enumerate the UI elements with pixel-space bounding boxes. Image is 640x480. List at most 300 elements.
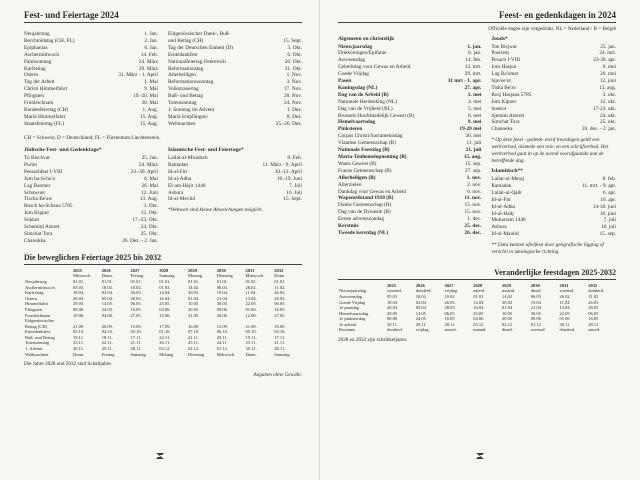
- islamic-heading-nl: Islamitisch**: [491, 168, 524, 175]
- list-item: [24, 93, 158, 100]
- holiday-date: 15. sep.: [599, 231, 616, 238]
- holiday-date: 11. nov.: [464, 195, 482, 202]
- table-cell: 01.01.: [216, 278, 228, 284]
- list-item: [338, 119, 481, 126]
- table-cell: 21.11.: [188, 334, 200, 340]
- list-item: [24, 52, 158, 59]
- list-item: [491, 224, 616, 231]
- table-cell: Buß- und Bettag: [25, 334, 55, 340]
- list-item: [491, 176, 616, 183]
- holiday-name: Franse Gemeenschap (B): [338, 167, 392, 174]
- table-cell: Samstag: [274, 351, 290, 357]
- table-cell: 11.04.: [245, 290, 257, 296]
- holiday-name: Staatsfeiertag (FL): [24, 120, 64, 127]
- table-cell: 06.05: [444, 310, 455, 316]
- table-cell: 30.11.: [73, 346, 85, 352]
- table-cell: dinsd.: [502, 327, 513, 333]
- list-item: [168, 155, 302, 162]
- list-item: [24, 121, 158, 128]
- holiday-date: 8. Feb.: [287, 154, 302, 161]
- islamic-list: [168, 155, 302, 203]
- holiday-name: Simchat Tora: [491, 119, 520, 126]
- table-cell: Dienstag: [188, 351, 204, 357]
- list-item: [491, 106, 616, 113]
- table-cell: 23.11.: [73, 340, 85, 346]
- holiday-name: Nationalfeiertag Österreich: [168, 58, 226, 65]
- table-cell: 20.05.: [188, 306, 200, 312]
- list-item: [338, 175, 481, 182]
- holiday-date: 19-20 mei: [459, 126, 482, 133]
- table-cell: 20.11.: [216, 334, 228, 340]
- table-cell: 21.04: [530, 305, 541, 311]
- table-cell: 01.01.: [130, 278, 142, 284]
- list-item: [24, 231, 158, 238]
- table-cell: 2028: [473, 282, 483, 288]
- list-item: [491, 119, 616, 126]
- list-item: [24, 72, 158, 79]
- holiday-date: 26. Dez. - 2. Jan.: [122, 237, 158, 244]
- holiday-name: Sjemini Atseret: [491, 112, 525, 119]
- table-cell: Neujahrstag: [25, 278, 47, 284]
- holiday-date: 17-23. okt.: [592, 105, 616, 112]
- list-item: [338, 195, 481, 202]
- list-item: [338, 209, 481, 216]
- islamic-list-nl: [491, 176, 616, 238]
- table-cell: 2025: [73, 267, 82, 273]
- holiday-name: Volkstrauertag: [168, 86, 199, 93]
- holiday-date: 13. Aug.: [139, 196, 158, 203]
- holiday-name: Tag der Deutschen Einheit (D): [168, 44, 233, 51]
- table-cell: 20.05: [502, 316, 513, 322]
- holiday-date: 12. Okt.: [140, 210, 158, 217]
- holiday-date: 6. jan.: [468, 50, 482, 57]
- table-cell: 2032: [274, 267, 284, 273]
- table-cell: Mittwoch: [216, 351, 235, 357]
- table-cell: Totensonntag: [25, 340, 50, 346]
- list-item: [24, 169, 158, 176]
- list-item: [338, 140, 481, 147]
- holiday-name: Duitse Gemeenschap (B): [338, 202, 392, 209]
- list-item: [338, 71, 481, 78]
- list-item: [491, 231, 616, 238]
- list-item: [491, 99, 616, 106]
- table-cell: 2031: [559, 282, 569, 288]
- holiday-name: Chanoeka: [491, 126, 513, 133]
- table-cell: 03.04.: [101, 290, 113, 296]
- list-item: [168, 59, 302, 66]
- table-cell: 15.06.: [159, 312, 171, 318]
- holiday-name: El-am-Hejir 1446: [168, 182, 206, 189]
- table-row: [24, 352, 302, 358]
- table-cell: Nieuwjaarsdag: [339, 288, 366, 294]
- holiday-date: 3. Nov.: [286, 79, 302, 86]
- holiday-date: 16.-19. Juni: [276, 175, 302, 182]
- table-cell: 27.05.: [274, 312, 286, 318]
- table-cell: Mittwoch: [73, 273, 91, 279]
- holiday-date: 1. Dez.: [286, 106, 302, 113]
- list-item: [24, 217, 158, 224]
- table-cell: 21.11.: [274, 340, 286, 346]
- holiday-date: 16. juli: [600, 224, 616, 231]
- table-cell: 06.05: [588, 310, 599, 316]
- holiday-date: 26. Mai: [141, 182, 158, 189]
- table-cell: 22.05.: [245, 301, 257, 307]
- holiday-date: 26. mei: [600, 71, 616, 78]
- table-cell: 16.09.: [188, 323, 200, 329]
- table-cell: 2027: [444, 282, 454, 288]
- table-cell: 23.11.: [245, 340, 257, 346]
- holiday-name: Tag der Arbeit: [24, 79, 55, 86]
- table-cell: 15.09.: [216, 323, 228, 329]
- list-item: [491, 50, 616, 57]
- table-cell: 26.03.: [130, 290, 142, 296]
- holiday-name: Koningsdag (NL): [338, 84, 378, 91]
- list-item: [338, 44, 481, 51]
- holiday-date: 25. Okt.: [140, 230, 158, 237]
- country-footnote: CH = Schweiz; D = Deutschland; FL = Fürstentum Liechtenstein.: [24, 134, 161, 141]
- list-item: [338, 57, 481, 64]
- list-item: [168, 114, 302, 121]
- holiday-date: [300, 31, 302, 38]
- holiday-name: Kerstmis: [338, 223, 359, 230]
- holiday-name: Dankdag voor Gewas en Arbeid: [338, 188, 406, 195]
- holiday-name: Ramadan: [168, 161, 189, 168]
- holiday-name: Tu Bischvat: [24, 154, 50, 161]
- holiday-date: 1. dec.: [467, 216, 482, 223]
- table-cell: 03.12.: [159, 346, 171, 352]
- table-cell: Himmelfahrt: [25, 301, 49, 307]
- holiday-date: 24. März: [138, 161, 158, 168]
- table-cell: 30.03.: [188, 290, 200, 296]
- holiday-name: Karfreitag: [24, 65, 46, 72]
- table-cell: 01.01.: [73, 278, 85, 284]
- table-cell: Samstag: [130, 351, 146, 357]
- holiday-name: Christi Himmelfahrt: [24, 86, 68, 93]
- table-cell: 26.03.: [274, 290, 286, 296]
- list-item: [491, 217, 616, 224]
- table-cell: 08.06.: [73, 306, 85, 312]
- holiday-date: 25. okt.: [599, 119, 616, 126]
- list-item: [24, 79, 158, 86]
- table-cell: 26.03: [588, 299, 599, 305]
- table-cell: 24.11.: [216, 340, 228, 346]
- holiday-date: 3. Okt.: [143, 203, 158, 210]
- table-cell: 1e pinksterdag: [339, 316, 366, 322]
- holiday-name: Waals Gewest (B): [338, 160, 377, 167]
- table-cell: 19.09.: [130, 323, 142, 329]
- list-item: [24, 59, 158, 66]
- holiday-date: 8. feb.: [602, 175, 616, 182]
- list-item: [24, 196, 158, 203]
- table-cell: 28.11.: [274, 346, 286, 352]
- holiday-name: Hemelvaartsdag: [338, 119, 376, 126]
- holiday-list-left-2: [168, 31, 302, 128]
- holiday-date: 6. mei: [602, 64, 616, 71]
- christian-list: [338, 44, 481, 237]
- table-cell: 01.01.: [159, 278, 171, 284]
- holiday-date: 14. feb.: [465, 57, 482, 64]
- holiday-name: Pasen: [338, 78, 352, 85]
- list-item: [491, 92, 616, 99]
- table-cell: 28.03.: [274, 295, 286, 301]
- holiday-list-left-1: [24, 31, 158, 128]
- holiday-name: Eerste adventszondag: [338, 216, 385, 223]
- table-cell: 09.06: [530, 316, 541, 322]
- holiday-name: Sukkot: [24, 217, 40, 224]
- holiday-date: 1. jan.: [467, 43, 482, 50]
- holiday-date: 31 mrt - 1. apr.: [447, 78, 482, 85]
- table-cell: 03.04: [415, 299, 426, 305]
- table-cell: 22.05: [559, 310, 570, 316]
- list-item: [24, 183, 158, 190]
- holiday-date: 15. aug.: [463, 154, 482, 160]
- table-cell: Donn.: [274, 273, 286, 279]
- holiday-name: Toe Bisjwat: [491, 43, 517, 50]
- holiday-name: Simchat Tora: [24, 230, 53, 237]
- holiday-name: Mariä Empfängnis: [168, 113, 208, 120]
- holiday-name: Tweede kerstdag (NL): [338, 229, 389, 236]
- table-cell: Donn.: [73, 351, 85, 357]
- table-cell: Pfingsten: [25, 306, 43, 312]
- table-cell: 21.04.: [216, 295, 228, 301]
- table-cell: 02.12: [502, 321, 513, 327]
- table-cell: 26.02: [559, 293, 570, 299]
- list-item: [24, 45, 158, 52]
- holiday-name: Bundesfeiertag (CH): [24, 106, 69, 113]
- table-cell: 2030: [216, 267, 226, 273]
- table-cell: Donn.: [245, 351, 257, 357]
- holiday-name: Erntedankfest: [168, 51, 198, 58]
- table-cell: 26.02.: [245, 284, 257, 290]
- holiday-date: 6. nov.: [467, 188, 482, 195]
- table-cell: 19.11.: [245, 334, 257, 340]
- table-cell: 16.04: [473, 305, 484, 311]
- holiday-date: 27. apr.: [464, 84, 482, 91]
- table-cell: Eidgenössischer: [25, 318, 55, 324]
- table-cell: Hemelvaartsdag: [339, 310, 369, 316]
- table-cell: 18.11.: [101, 334, 113, 340]
- holiday-name: Jom Kipoer: [491, 98, 517, 105]
- list-item: [24, 190, 158, 197]
- table-cell: vrijdag: [444, 288, 458, 294]
- holiday-name: Fronleichnam: [24, 100, 54, 107]
- table-cell: Kerstmis: [339, 327, 356, 333]
- holiday-name: Corpus Christi/Sacramentsdag: [338, 133, 403, 140]
- holiday-name: Id-ul-Fitr: [491, 196, 512, 203]
- list-item: [338, 78, 481, 85]
- table-cell: 18.04: [387, 299, 398, 305]
- table-cell: 14.05: [415, 310, 426, 316]
- table-cell: 07.10.: [188, 329, 200, 335]
- table-cell: 19.04.: [216, 290, 228, 296]
- list-item: [24, 107, 158, 114]
- holiday-date: 16. juni: [599, 210, 616, 217]
- holiday-date: 14. Feb.: [140, 51, 158, 58]
- holiday-name: Vlaamse Gemeenschap (B): [338, 140, 396, 147]
- publisher-s-logo-icon: [153, 450, 167, 462]
- table-cell: 30.05: [530, 310, 541, 316]
- holiday-name: Gebedsdag voor Gewas en Arbeid: [338, 64, 411, 71]
- table-cell: 06.05.: [274, 301, 286, 307]
- islamic-note-nl: ** Data kunnen afwijken door geografische ligging of verschil in idealogische richting.: [491, 242, 604, 255]
- list-item: [338, 85, 481, 92]
- table-cell: Karfreitag: [25, 290, 44, 296]
- holiday-name: Id-ul-Adha: [491, 203, 515, 210]
- holiday-name: Nationale Herdenking (NL): [338, 98, 397, 105]
- holiday-date: 25. dec.: [464, 223, 482, 230]
- holiday-name: Driekoningen/Epifanie: [338, 50, 387, 57]
- table-cell: 29.05.: [73, 301, 85, 307]
- list-item: [338, 189, 481, 196]
- table-cell: 19.04: [530, 299, 541, 305]
- table-cell: 14.04.: [159, 290, 171, 296]
- list-item: [338, 202, 481, 209]
- holiday-name: Pessachfest I-VIII: [24, 168, 63, 175]
- list-item: [168, 66, 302, 73]
- table-cell: 24.05: [415, 316, 426, 322]
- list-item: [338, 113, 481, 120]
- table-cell: Samstag: [159, 273, 175, 279]
- holiday-date: 25. jan.: [600, 43, 616, 50]
- table-cell: 2028: [159, 267, 169, 273]
- table-cell: 30.11: [559, 321, 570, 327]
- holiday-name: Id-ul-Hadj: [491, 210, 514, 217]
- list-item: [24, 38, 158, 45]
- list-item: [338, 92, 481, 99]
- table-cell: Dienstag: [216, 273, 233, 279]
- table-cell: 20.04.: [73, 295, 85, 301]
- list-item: [491, 85, 616, 92]
- holiday-name: Dag van de Dynastie (B): [338, 209, 391, 216]
- table-cell: zaterd.: [444, 327, 457, 333]
- table-cell: 2029: [188, 267, 197, 273]
- holiday-name: Pinksteren: [338, 126, 363, 133]
- table-cell: donderd.: [415, 288, 432, 294]
- holiday-name: Id-al-Mevlid: [168, 196, 196, 203]
- table-cell: zaterd.: [588, 327, 601, 333]
- table-cell: Ostern: [25, 295, 37, 301]
- list-item: [491, 183, 616, 190]
- list-item: [24, 114, 158, 121]
- holiday-date: 15. nov.: [464, 202, 482, 209]
- table-cell: 05.03: [387, 293, 398, 299]
- holiday-name: Aswoensdag: [338, 57, 366, 64]
- holiday-name: Aschermittwoch: [24, 51, 60, 58]
- list-item: [168, 196, 302, 203]
- holiday-date: 2. nov.: [467, 181, 482, 188]
- table-cell: 04.06.: [159, 306, 171, 312]
- holiday-name: Sjavoe'ot: [491, 78, 511, 85]
- list-item: [338, 168, 481, 175]
- holiday-date: 12. okt.: [599, 98, 616, 105]
- jewish-heading-nl: Joods*: [491, 36, 508, 42]
- list-item: [168, 38, 302, 45]
- list-item: [24, 100, 158, 107]
- table-cell: Freitag: [101, 351, 115, 357]
- table-cell: 04.06: [473, 316, 484, 322]
- list-item: [491, 78, 616, 85]
- holiday-date: 1. nov.: [466, 174, 482, 181]
- holiday-name: Pfingsten: [24, 93, 45, 100]
- table-cell: Bettag (CH): [25, 323, 48, 329]
- table-cell: 2027: [130, 267, 140, 273]
- holiday-name: Allerzielen: [338, 181, 362, 188]
- holiday-name: Neujahrstag: [24, 31, 50, 37]
- holiday-name: Lag Baomer: [24, 182, 51, 189]
- islamic-note: *Weltweit sind kleine Abweichungen möglich.: [168, 207, 263, 214]
- movable-heading-left: Die beweglichen Feiertage 2025 bis 2032: [24, 253, 302, 265]
- jewish-note-nl: * Op deze feest - gedenk- en/of treurdagen geldt een werkverbod, alsmede een reis- en een schrijfverbod. Het werkverbod gaat in op de avond voorafgaande aan de betreffende dag.: [491, 137, 609, 164]
- table-cell: Freitag: [130, 273, 144, 279]
- table-cell: 02.12.: [188, 346, 200, 352]
- table-cell: 21.09.: [245, 323, 257, 329]
- table-cell: 1e advent: [339, 321, 357, 327]
- list-item: [168, 72, 302, 79]
- table-cell: 05.04.: [101, 295, 113, 301]
- holiday-date: 25. Jan.: [141, 154, 158, 161]
- table-cell: 24.05.: [101, 306, 113, 312]
- holiday-date: 12. Juni: [141, 189, 158, 196]
- table-cell: 14.05.: [101, 301, 113, 307]
- table-cell: 25.05: [473, 310, 484, 316]
- holiday-date: 24. mrt.: [599, 50, 616, 57]
- table-cell: 12.06.: [245, 312, 257, 318]
- holiday-name: Id-ul-Maulid: [491, 231, 519, 238]
- table-cell: 01.04: [502, 305, 513, 311]
- table-cell: woensd.: [530, 327, 546, 333]
- holiday-date: 15. nov.: [464, 209, 482, 216]
- holiday-date: 9. mei: [467, 119, 482, 126]
- holiday-name: Pesach I-VIII: [491, 57, 521, 64]
- list-item: [491, 71, 616, 78]
- holiday-name: Jom Hasjoa: [491, 64, 517, 71]
- holiday-date: 11. juli: [466, 140, 482, 147]
- holiday-name: Epiphanias: [24, 44, 48, 51]
- table-cell: 05.03.: [73, 284, 85, 290]
- holiday-date: 13. mrt.: [464, 64, 482, 71]
- table-cell: 16.05: [588, 316, 599, 322]
- holiday-name: Lailat-ul-Meraj: [491, 175, 524, 182]
- list-item: [168, 52, 302, 59]
- holiday-name: Ashura: [491, 224, 507, 231]
- table-cell: maand.: [473, 327, 487, 333]
- holiday-date: 20. Nov.: [283, 93, 302, 100]
- table-cell: 2029: [502, 282, 511, 288]
- holiday-name: Brussels Hoofdstedelijk Gewest (B): [338, 112, 415, 119]
- table-cell: 01.04.: [188, 295, 200, 301]
- list-item: [338, 230, 481, 237]
- table-cell: 01.01.: [101, 278, 113, 284]
- holiday-date: 24. März: [138, 58, 158, 65]
- table-cell: 03.12: [473, 321, 484, 327]
- holiday-date: 5. mei: [468, 105, 482, 112]
- holiday-name: Purim: [24, 161, 37, 168]
- holiday-name: Lailat-al-Miradsch: [168, 154, 208, 161]
- table-cell: 08.06: [387, 316, 398, 322]
- list-item: [24, 162, 158, 169]
- holiday-name: Ramadan: [491, 182, 512, 189]
- list-item: [24, 238, 158, 245]
- list-item: [24, 203, 158, 210]
- table-cell: 28.03: [588, 305, 599, 311]
- list-item: [24, 31, 158, 38]
- list-item: [338, 99, 481, 106]
- list-item: [338, 147, 481, 154]
- table-cell: 10.02.: [130, 284, 142, 290]
- table-cell: 06.03: [530, 293, 541, 299]
- holiday-date: 1. Mai: [144, 79, 158, 86]
- list-item: [168, 45, 302, 52]
